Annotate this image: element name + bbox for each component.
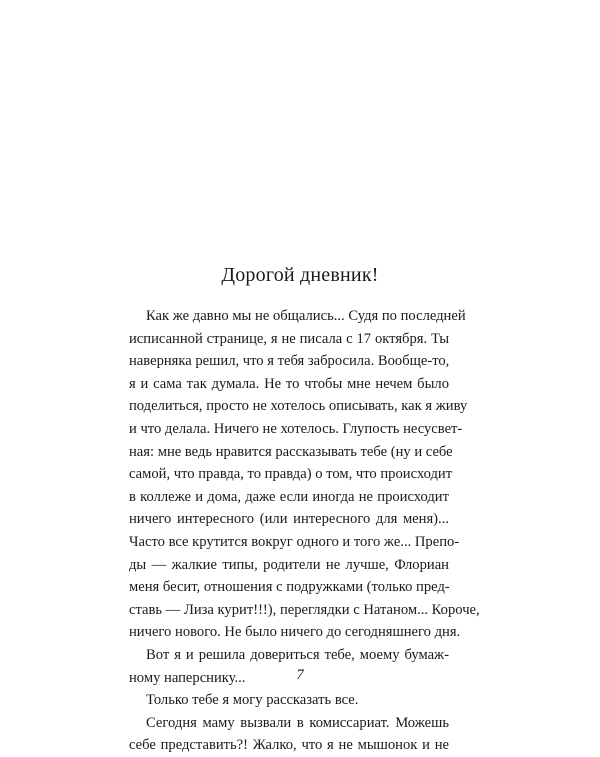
text-line: ничего интересного (или интересного для меня)... — [129, 511, 449, 528]
text-line: ная: мне ведь нравится рассказывать тебе (ну и себе — [129, 443, 453, 460]
text-line: Только тебе я могу рассказать все. — [146, 692, 359, 709]
text-line: в коллеже и дома, даже если иногда не происходит — [129, 488, 449, 505]
text-line: меня бесит, отношения с подружками (только пред- — [129, 579, 450, 596]
text-line: ды — жалкие типы, родители не лучше, Флориан — [129, 556, 449, 573]
text-line: самой, что правда, то правда) о том, что происходит — [129, 466, 453, 483]
text-line: ставь — Лиза курит!!!), переглядки с Натаном... Короче, — [129, 601, 480, 618]
text-line: я и сама так думала. Не то чтобы мне нечем было — [129, 375, 449, 392]
text-line: Вот я и решила довериться тебе, моему бумаж- — [146, 646, 449, 663]
body-text — [129, 305, 480, 757]
text-line: поделиться, просто не хотелось описывать, как я живу — [129, 398, 468, 415]
text-line: Часто все крутится вокруг одного и того же... Препо- — [129, 533, 460, 550]
page-number: 7 — [296, 667, 304, 683]
text-line: исписанной странице, я не писала с 17 октября. Ты — [129, 330, 449, 347]
text-line: ничего нового. Не было ничего до сегодняшнего дня. — [129, 624, 461, 641]
text-line: себе представить?! Жалко, что я не мышонок и не — [129, 737, 449, 754]
text-line: наверняка решил, что я тебя забросила. Вообще-то, — [129, 353, 450, 370]
chapter-heading: Дорогой дневник! — [221, 264, 379, 286]
text-line: Сегодня маму вызвали в комиссариат. Можешь — [146, 714, 449, 731]
text-line: Как же давно мы не общались... Судя по последней — [146, 308, 466, 324]
text-line: ному наперснику... — [129, 669, 246, 686]
text-line: и что делала. Ничего не хотелось. Глупость несусвет- — [129, 420, 463, 437]
